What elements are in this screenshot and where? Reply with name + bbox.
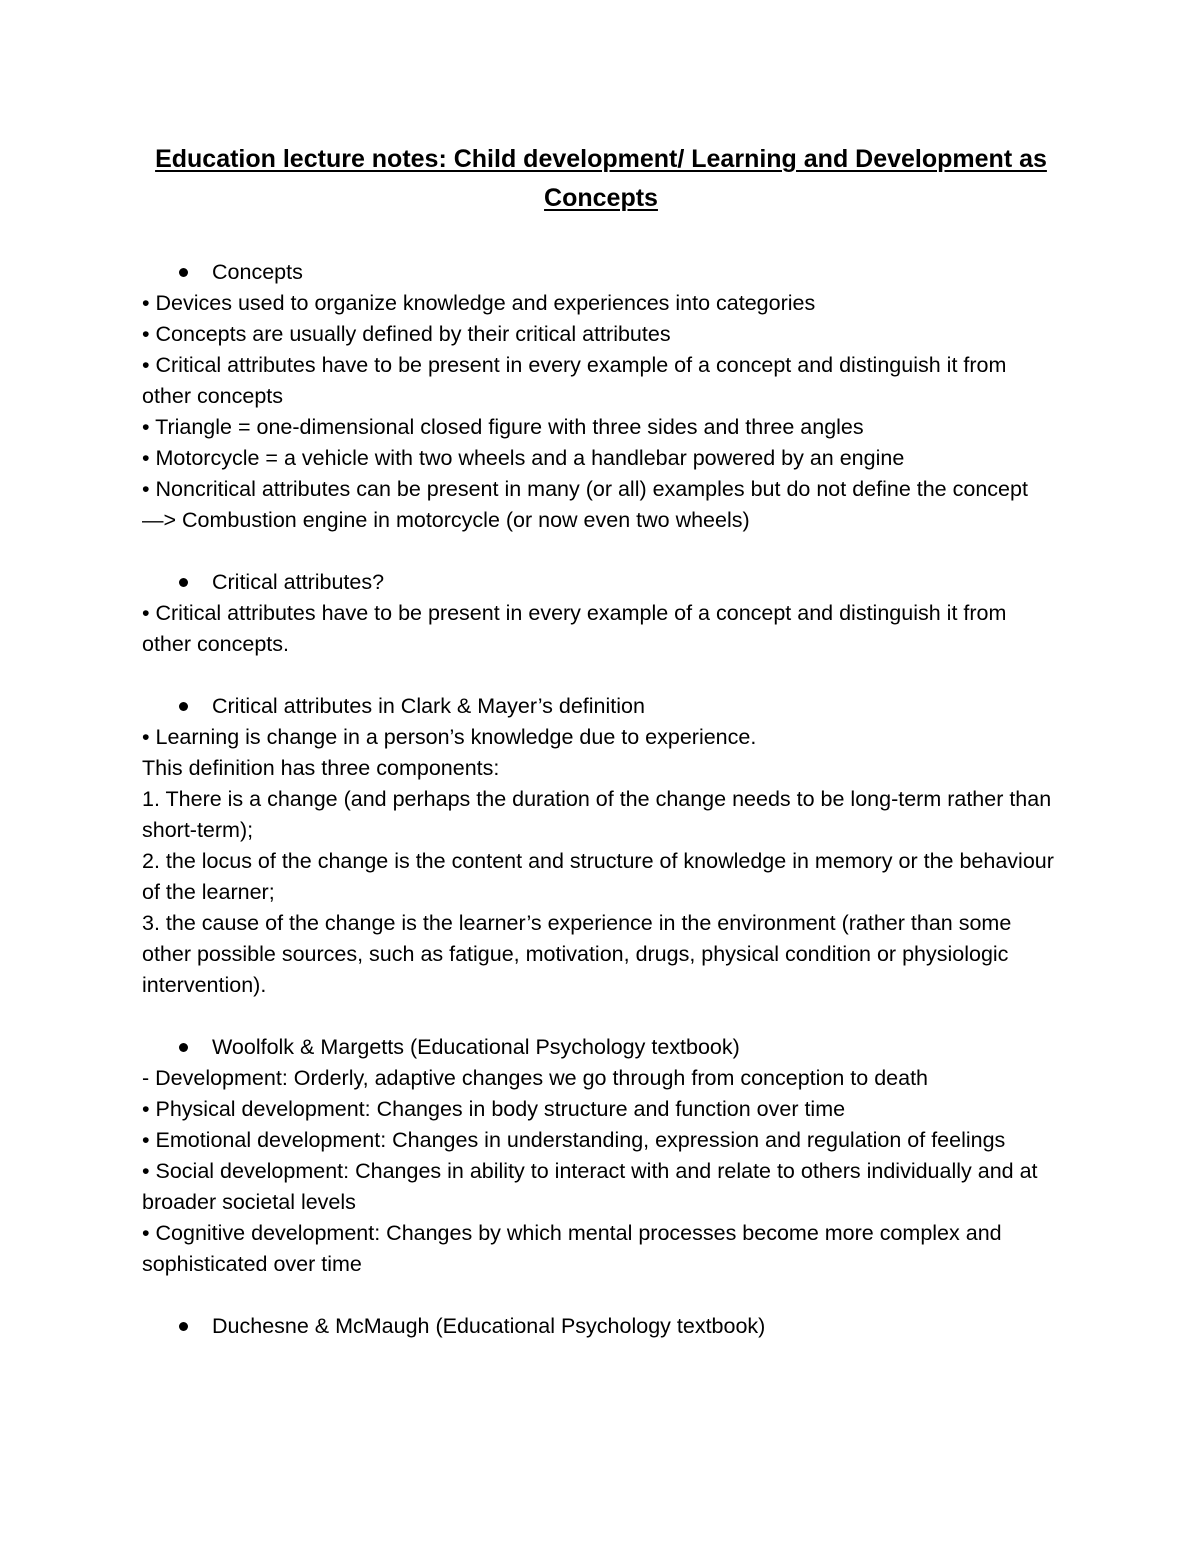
bullet-icon <box>179 1043 188 1052</box>
list-item: • Cognitive development: Changes by which mental processes become more complex and sophisticated over time <box>142 1221 1002 1276</box>
section-concepts <box>142 257 1060 536</box>
list-item: • Devices used to organize knowledge and experiences into categories <box>142 291 816 315</box>
list-item: • Critical attributes have to be present in every example of a concept and distinguish it from other concepts <box>142 353 1007 408</box>
list-item: 2. the locus of the change is the content and structure of knowledge in memory or the behaviour of the learner; <box>142 849 1054 904</box>
list-item: • Physical development: Changes in body structure and function over time <box>142 1097 846 1121</box>
section-heading-text: Concepts <box>212 260 303 284</box>
list-item: • Concepts are usually defined by their critical attributes <box>142 322 671 346</box>
list-item: —> Combustion engine in motorcycle (or now even two wheels) <box>142 508 750 532</box>
section-heading <box>142 691 1060 722</box>
list-item: • Triangle = one-dimensional closed figure with three sides and three angles <box>142 415 864 439</box>
section-heading <box>142 1032 1060 1063</box>
section-heading-text: Critical attributes? <box>212 570 385 594</box>
bullet-icon <box>179 268 188 277</box>
list-item: • Motorcycle = a vehicle with two wheels and a handlebar powered by an engine <box>142 446 905 470</box>
section-heading-text: Critical attributes in Clark & Mayer’s definition <box>212 694 645 718</box>
list-item: • Critical attributes have to be present in every example of a concept and distinguish it from other concepts. <box>142 601 1007 656</box>
list-item: 1. There is a change (and perhaps the duration of the change needs to be long-term rather than short-term); <box>142 787 1052 842</box>
list-item: - Development: Orderly, adaptive changes we go through from conception to death <box>142 1066 928 1090</box>
section-heading <box>142 1311 1060 1342</box>
bullet-icon <box>179 578 188 587</box>
section-heading <box>142 257 1060 288</box>
section-duchesne-mcmaugh <box>142 1311 1060 1342</box>
section-heading-text: Woolfolk & Margetts (Educational Psychology textbook) <box>212 1035 740 1059</box>
list-item: 3. the cause of the change is the learner’s experience in the environment (rather than some other possible sources, such as fatigue, motivation, drugs, physical condition or physiologic intervention). <box>142 911 1012 997</box>
bullet-icon <box>179 702 188 711</box>
list-item: This definition has three components: <box>142 756 500 780</box>
section-heading <box>142 567 1060 598</box>
section-critical-attributes <box>142 567 1060 660</box>
bullet-icon <box>179 1322 188 1331</box>
section-woolfolk-margetts <box>142 1032 1060 1280</box>
list-item: • Social development: Changes in ability to interact with and relate to others individually and at broader societal levels <box>142 1159 1038 1214</box>
list-item: • Emotional development: Changes in understanding, expression and regulation of feelings <box>142 1128 1006 1152</box>
section-heading-text: Duchesne & McMaugh (Educational Psychology textbook) <box>212 1314 766 1338</box>
document-page <box>142 140 1060 1342</box>
document-title: Education lecture notes: Child development/ Learning and Development as Concepts <box>155 145 1047 212</box>
list-item: • Noncritical attributes can be present in many (or all) examples but do not define the concept <box>142 477 1028 501</box>
list-item: • Learning is change in a person’s knowledge due to experience. <box>142 725 757 749</box>
section-clark-mayer <box>142 691 1060 1001</box>
